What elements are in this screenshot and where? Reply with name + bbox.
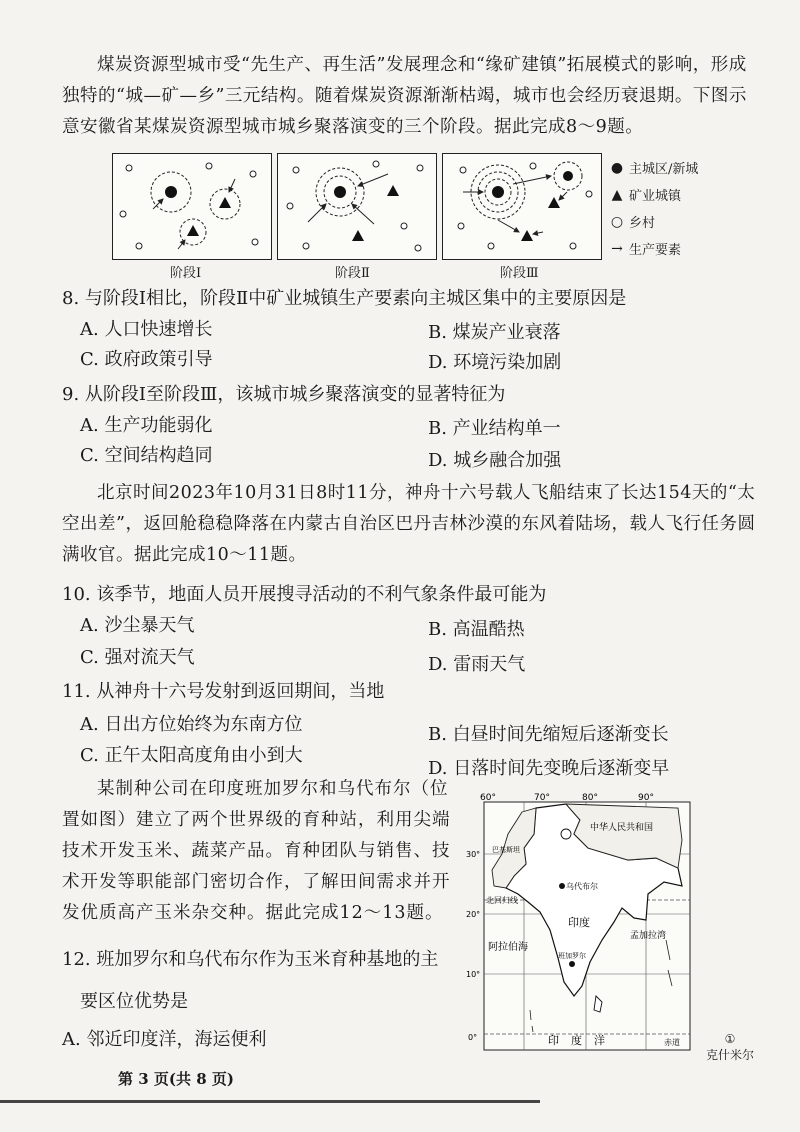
legend-label: 矿业城镇 — [629, 189, 682, 204]
question-11-option-d[interactable]: D. 日落时间先变晚后逐渐变早 — [428, 758, 670, 779]
stage-2-diagram — [277, 153, 437, 260]
intro-paragraph-1: 煤炭资源型城市受“先生产、再生活”发展理念和“缘矿建镇”拓展模式的影响，形成独特的“城—矿—乡”三元结构。随着煤炭资源渐渐枯竭，城市也会经历衰退期。下图示意安徽省某煤炭资源型城市城乡聚落演变的三个阶段。据此完成8～9题。 — [62, 55, 747, 137]
india-label: 印度 — [568, 916, 590, 929]
bay-of-bengal-label: 孟加拉湾 — [630, 931, 667, 941]
legend-label: 主城区/新城 — [629, 162, 699, 177]
kashmir-label: 克什米尔 — [706, 1048, 755, 1062]
question-10-stem: 10. 该季节，地面人员开展搜寻活动的不利气象条件最可能为 — [62, 584, 547, 605]
arrow-icon: → — [611, 240, 623, 257]
question-10-option-c[interactable]: C. 强对流天气 — [80, 647, 195, 668]
lon-label: 70° — [534, 793, 550, 803]
tropic-label: 北回归线 — [486, 896, 518, 905]
question-9-option-d[interactable]: D. 城乡融合加强 — [428, 450, 562, 471]
mining-town-icon — [219, 197, 231, 208]
question-12-stem-line1: 12. 班加罗尔和乌代布尔作为玉米育种基地的主 — [62, 949, 439, 970]
question-11-stem: 11. 从神舟十六号发射到返回期间，当地 — [62, 681, 385, 702]
main-city-icon: ● — [610, 159, 624, 176]
india-map — [466, 790, 694, 1062]
lon-label: 90° — [638, 793, 654, 803]
question-8-option-d[interactable]: D. 环境污染加剧 — [428, 352, 562, 373]
china-label: 中华人民共和国 — [590, 823, 654, 833]
pakistan-label: 巴基斯坦 — [492, 846, 520, 854]
footer-divider — [0, 1100, 540, 1103]
lat-label: 0° — [468, 1033, 478, 1042]
legend-mining-town — [610, 185, 681, 204]
question-12-option-a[interactable]: A. 邻近印度洋，海运便利 — [62, 1029, 267, 1050]
legend-village — [610, 212, 655, 231]
question-11-option-b[interactable]: B. 白昼时间先缩短后逐渐变长 — [428, 724, 669, 745]
stage-1-label: 阶段Ⅰ — [170, 266, 202, 281]
bangalore-label: 班加罗尔 — [558, 952, 586, 960]
question-11-option-a[interactable]: A. 日出方位始终为东南方位 — [80, 714, 303, 735]
lat-label: 30° — [466, 850, 481, 859]
indian-ocean-label: 印度洋 — [548, 1034, 617, 1047]
arabian-sea-label: 阿拉伯海 — [488, 942, 528, 953]
mining-town-icon: ▲ — [611, 186, 623, 203]
bangalore-marker — [569, 961, 575, 967]
stage-2-label: 阶段Ⅱ — [335, 266, 370, 281]
legend-production-factor — [610, 239, 681, 258]
question-8-option-c[interactable]: C. 政府政策引导 — [80, 349, 213, 370]
legend-main-city — [610, 158, 698, 177]
kashmir-note — [706, 1032, 754, 1063]
stage-3-diagram — [442, 153, 602, 260]
lat-label: 20° — [466, 910, 481, 919]
question-10-option-d[interactable]: D. 雷雨天气 — [428, 654, 526, 675]
question-8-option-a[interactable]: A. 人口快速增长 — [80, 319, 213, 340]
legend-label: 乡村 — [629, 216, 656, 231]
question-8-stem: 8. 与阶段Ⅰ相比，阶段Ⅱ中矿业城镇生产要素向主城区集中的主要原因是 — [62, 288, 627, 309]
lat-label: 10° — [466, 970, 481, 979]
question-9-option-a[interactable]: A. 生产功能弱化 — [80, 415, 213, 436]
intro-paragraph-2: 北京时间2023年10月31日8时11分，神舟十六号载人飞船结束了长达154天的“太空出差”，返回舱稳稳降落在内蒙古自治区巴丹吉林沙漠的东风着陆场，载人飞行任务圆满收官。据此完成10～11题。 — [62, 483, 756, 565]
main-city-icon — [165, 186, 177, 198]
question-12-stem-line2: 要区位优势是 — [80, 991, 188, 1012]
intro-paragraph-3: 某制种公司在印度班加罗尔和乌代布尔（位置如图）建立了两个世界级的育种站，利用尖端技术开发玉米、蔬菜产品。育种团队与销售、技术开发等职能部门密切合作，了解田间需求并开发优质高产玉米杂交种。据此完成12～13题。 — [62, 779, 451, 923]
question-10-option-b[interactable]: B. 高温酷热 — [428, 619, 525, 640]
equator-label: 赤道 — [664, 1038, 680, 1047]
lon-label: 60° — [480, 793, 496, 803]
question-11-option-c[interactable]: C. 正午太阳高度角由小到大 — [80, 745, 303, 766]
question-10-option-a[interactable]: A. 沙尘暴天气 — [80, 615, 195, 636]
page-footer: 第 3 页(共 8 页) — [118, 1070, 234, 1088]
stage-1-diagram — [112, 153, 272, 260]
legend-label: 生产要素 — [629, 243, 682, 258]
village-icon: ○ — [610, 213, 624, 230]
question-9-option-b[interactable]: B. 产业结构单一 — [428, 418, 561, 439]
question-9-option-c[interactable]: C. 空间结构趋同 — [80, 445, 213, 466]
kashmir-marker: ① — [724, 1032, 736, 1046]
question-9-stem: 9. 从阶段Ⅰ至阶段Ⅲ，该城市城乡聚落演变的显著特征为 — [62, 384, 506, 405]
stage-3-label: 阶段Ⅲ — [500, 266, 539, 281]
question-8-option-b[interactable]: B. 煤炭产业衰落 — [428, 322, 561, 343]
udaipur-marker — [559, 883, 565, 889]
lon-label: 80° — [582, 793, 598, 803]
udaipur-label: 乌代布尔 — [566, 882, 598, 891]
